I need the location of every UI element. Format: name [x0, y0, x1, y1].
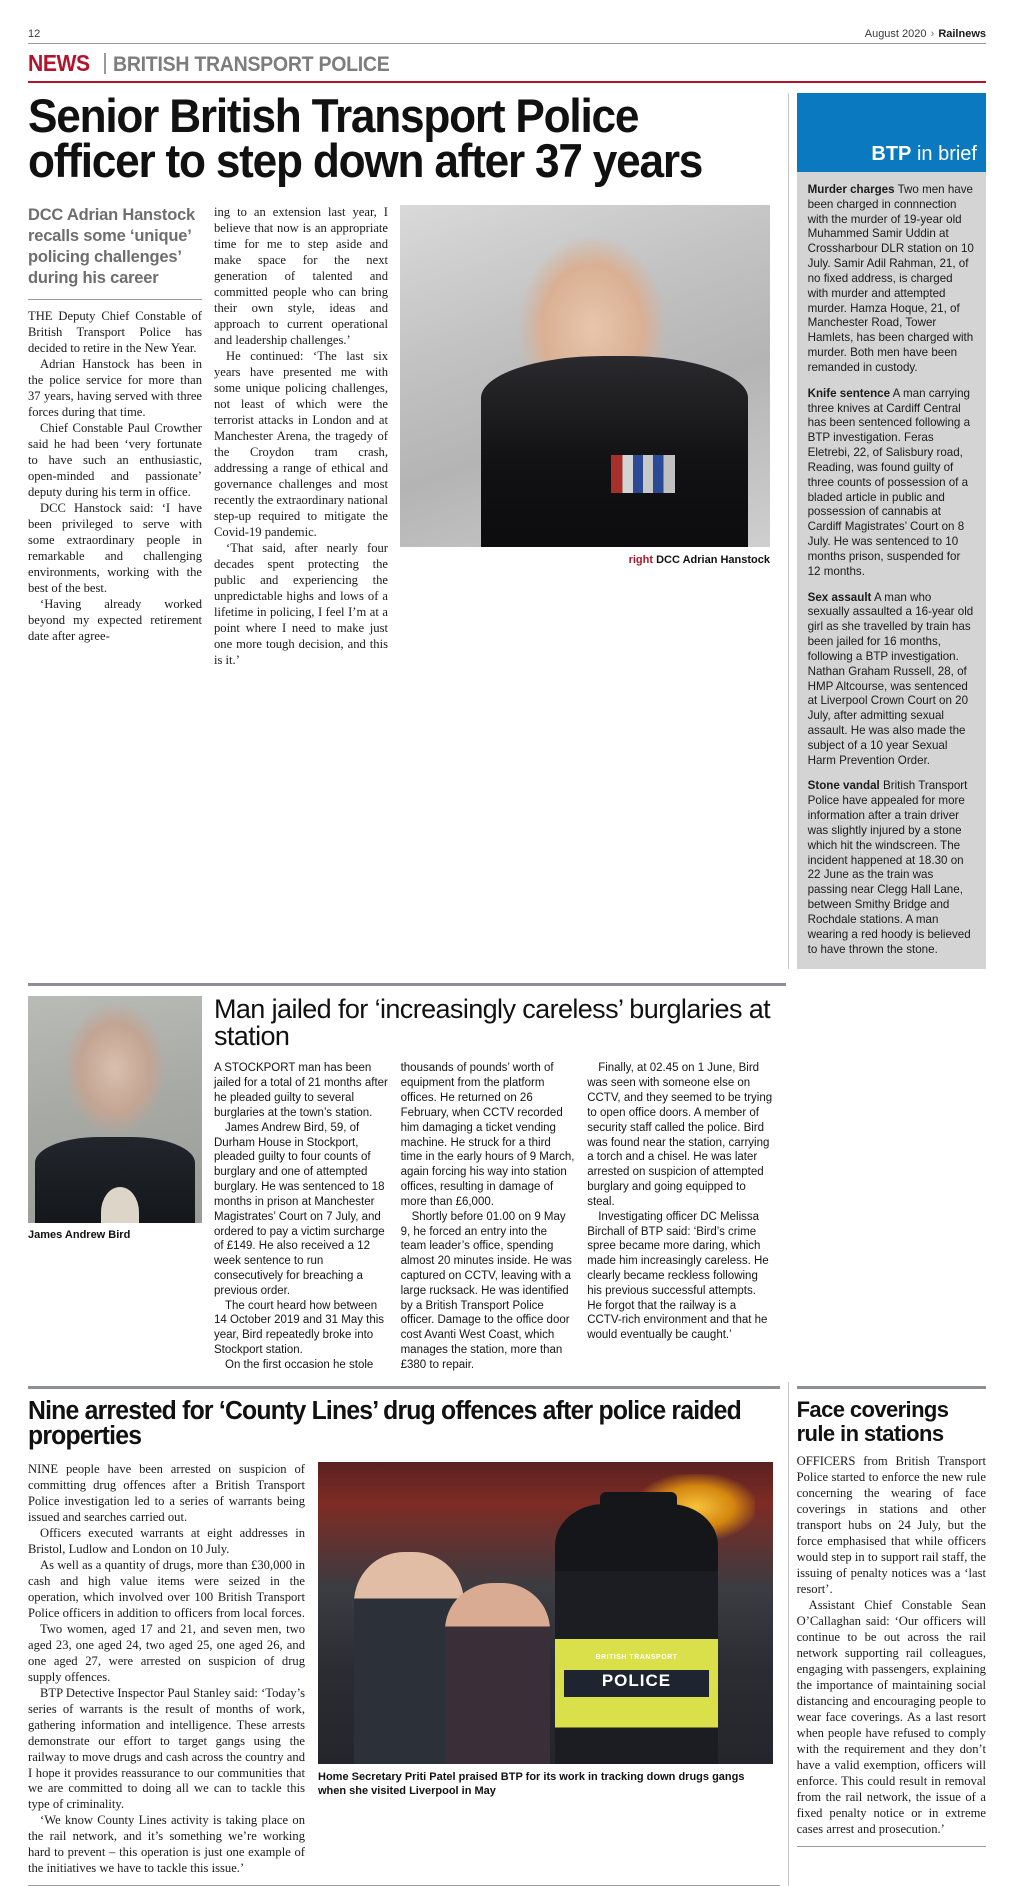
mid-column-3 — [587, 1061, 774, 1372]
standfirst-rule — [28, 299, 202, 300]
face-coverings-body — [797, 1454, 986, 1838]
brief-item — [808, 779, 975, 957]
page-number: 12 — [28, 28, 41, 40]
lead-photo-column — [400, 205, 770, 669]
face-coverings-paragraph: Assistant Chief Constable Sean O’Callaghan said: ‘Our officers will continue to be out across the rail network supporting rail colleagues, engaging with passengers, explaining the importance of maintaining social distancing and encouraging people to wear face coverings. As a last resort when people have refused to comply with the requirement and they don’t have a valid exemption, officers will enforce. This could result in removal from the rail network, the issue of a fixed penalty notice or in extreme cases arrest and prosecution.’ — [796, 1598, 986, 1836]
face-coverings-bottom-rule — [797, 1846, 986, 1847]
btp-in-brief-title — [871, 143, 977, 166]
issue-brand — [865, 28, 986, 40]
lead-paragraph: ‘Having already worked beyond my expected retirement date after agree- — [28, 597, 202, 644]
chevron-right-icon: › — [930, 28, 935, 40]
kicker-divider — [104, 53, 106, 74]
publication-name: Railnews — [938, 28, 986, 40]
lead-paragraph: Adrian Hanstock has been in the police service for more than 37 years, having served with three forces during that time. — [28, 357, 202, 420]
vest-top-text: BRITISH TRANSPORT — [595, 1654, 678, 1662]
mid-paragraph: On the first occasion he stole — [225, 1358, 374, 1371]
mid-paragraph: James Andrew Bird, 59, of Durham House in Stockport, pleaded guilty to four counts of burglary and one of attempted burglary. He was sentenced to 18 months in prison at Manchester Magistrates’ Court on 7 July, and ordered to pay a victim surcharge of £149. He also received a 12 week sentence to run consecutively for breaching a previous order. — [214, 1121, 385, 1297]
btp-in-brief-title-bold: BTP — [871, 143, 912, 165]
brief-item — [808, 183, 975, 376]
mid-column-2 — [401, 1061, 588, 1372]
brief-item — [808, 591, 975, 769]
btp-in-brief-title-rest: in brief — [911, 143, 977, 165]
bottom-paragraph: As well as a quantity of drugs, more than £30,000 in cash and high value items were seized in the operation, which involved over 100 British Transport Police officers in addition to officers from local forces. — [28, 1557, 305, 1620]
mid-paragraph: Shortly before 01.00 on 9 May 9, he forced an entry into the team leader’s office, spending almost 20 minutes inside. He was captured on CCTV, leaving with a large rucksack. He was identified by a British Transport Police officer. Damage to the office door cost Avanti West Coast, which manages the station, more than £380 to repair. — [400, 1210, 572, 1371]
bird-photo-column — [28, 996, 214, 1372]
mid-paragraph: The court heard how between 14 October 2019 and 31 May this year, Bird repeatedly broke into Stockport station. — [214, 1299, 385, 1357]
face-coverings-rule — [797, 1386, 986, 1389]
mid-story-text — [214, 996, 774, 1372]
lead-paragraph: THE Deputy Chief Constable of British Transport Police has decided to retire in the New Year. — [28, 309, 202, 356]
lead-paragraph: ‘That said, after nearly four decades spent protecting the public and experiencing the unpredictable highs and lows of a lifetime in policing, I feel I’m at a point where I need to make just one more tough decision, and this is it.’ — [214, 540, 388, 667]
hanstock-photo-caption — [400, 554, 770, 566]
btp-in-brief-body — [797, 172, 986, 969]
brief-item — [808, 387, 975, 580]
brief-item-text: A man who sexually assaulted a 16-year old girl as she travelled by train has been jailed for 16 months, following a BTP investigation. Nathan Graham Russell, 28, of HMP Altcourse, was sentenced at Liverpool Crown Court on 20 July, after admitting sexual assault. He was also made the subject of a 10 year Sexual Harm Prevention Order. — [807, 590, 974, 767]
folio-row — [28, 28, 986, 43]
bottom-paragraph: ‘We know County Lines activity is taking place on the rail network, and it’s something we’re working hard to prevent – this operation is just one example of the initiatives we have to tackle this issue.’ — [28, 1813, 305, 1876]
bottom-column-1 — [28, 1462, 318, 1878]
brief-item-text: A man carrying three knives at Cardiff Central has been sentenced following a BTP investigation. Feras Eletrebi, 22, of Salisbury road, Reading, was found guilty of three counts of possession of a bladed article in public and possession of cannabis at Cardiff Magistrates’ Court on 8 July. He was sentenced to 10 months prison, suspended for 12 months. — [807, 386, 971, 578]
patel-photo — [318, 1462, 773, 1764]
bottom-paragraph: Two women, aged 17 and 21, and seven men, two aged 23, one aged 24, two aged 25, one aged 26, and one aged 27, were arrested on suspicion of drug supply offences. — [28, 1621, 305, 1684]
lead-paragraph: DCC Hanstock said: ‘I have been privileged to serve with some extraordinary people in remarkable and challenging environments, working with the best of the best. — [28, 501, 202, 596]
section-rule — [28, 81, 986, 83]
bottom-story-headline: Nine arrested for ‘County Lines’ drug offences after police raided properties — [28, 1396, 741, 1451]
mid-story-rule — [28, 983, 786, 986]
mid-paragraph: Investigating officer DC Melissa Birchall of BTP said: ‘Bird’s crime spree became more daring, which made him increasingly careless. He clearly became reckless following his previous successful attempts. He forgot that the railway is a CCTV-rich environment and that he would eventually be caught.’ — [587, 1210, 769, 1342]
lead-grid — [28, 89, 986, 969]
bird-photo-caption: James Andrew Bird — [28, 1229, 131, 1242]
photo-police-officer — [555, 1504, 719, 1764]
patel-photo-column — [318, 1462, 773, 1878]
lead-column-2 — [214, 205, 400, 669]
bird-photo — [28, 996, 202, 1223]
mid-paragraph: A STOCKPORT man has been jailed for a total of 21 months after he pleaded guilty to several burglaries at the town’s station. — [214, 1062, 388, 1119]
btp-in-brief-box — [797, 93, 986, 969]
caption-direction-label: right — [628, 554, 654, 567]
brief-item-lead: Sex assault — [807, 590, 872, 604]
mid-paragraph: Finally, at 02.45 on 1 June, Bird was seen with someone else on CCTV, and they seemed to be trying to open office doors. A member of security staff called the police. Bird was found near the station, carrying a torch and a chisel. He was later arrested on suspicion of attempted burglary and going equipped to steal. — [587, 1062, 773, 1208]
patel-photo-caption: Home Secretary Priti Patel praised BTP for its work in tracking down drugs gangs when she visited Liverpool in May — [318, 1770, 745, 1798]
mid-column-1 — [214, 1061, 401, 1372]
face-coverings-story — [797, 1382, 986, 1886]
lead-body — [28, 205, 780, 669]
bottom-paragraph: BTP Detective Inspector Paul Stanley said: ‘Today’s series of warrants is the result of months of work, gathering information and intelligence. These arrests demonstrate our effort to target gangs using the railway to move drugs and cash across the country and I hope it provides reassurance to our communities that we are committed to doing all we can to tackle this type of criminality. — [28, 1685, 305, 1812]
face-coverings-headline: Face coverings rule in stations — [796, 1396, 949, 1446]
lead-headline: Senior British Transport Police officer to step down after 37 years — [28, 89, 703, 188]
mid-story-columns — [214, 1061, 774, 1372]
lead-paragraph: He continued: ‘The last six years have presented me with some unique policing challenges, not least of which were the terrorist attacks in London and at Manchester Arena, the tragedy of the Croydon tram crash, addressing a range of ethical and governance challenges and most recently the extraordinary national step-up required to mitigate the Covid-19 pandemic. — [214, 349, 388, 539]
brief-item-lead: Murder charges — [807, 183, 895, 196]
brief-item-text: British Transport Police have appealed for more information after a train driver was slightly injured by a stone which hit the windscreen. The incident happened at 18.30 on 22 June as the train was passing near Clegg Hall Lane, between Smithy Bridge and Rochdale stations. A man wearing a red hoody is believed to have thrown the stone. — [807, 779, 971, 956]
bottom-gutter-rule — [788, 1382, 789, 1886]
brief-item-lead: Stone vandal — [807, 779, 880, 793]
subsection-label: BRITISH TRANSPORT POLICE — [113, 53, 390, 76]
brief-item-text: Two men have been charged in connnection with the murder of 19-year old Muhammed Samir Uddin at Crossharbour DLR station on 10 July. Samir Adil Rahman, 21, of no fixed address, is charged with murder and attempted murder. Hamza Hoque, 21, of Manchester Road, Tower Hamlets, has been charged with murder. Both men have been remanded in custody. — [807, 183, 974, 374]
bottom-paragraph: Officers executed warrants at eight addresses in Bristol, Ludlow and London on 10 July. — [28, 1525, 305, 1556]
mid-story-headline: Man jailed for ‘increasingly careless’ burglaries at station — [214, 994, 771, 1052]
lead-paragraph: Chief Constable Paul Crowther said he had been ‘very fortunate to have such an enthusiastic, open-minded and passionate’ deputy during his term in office. — [28, 421, 202, 500]
bottom-story-columns — [28, 1462, 780, 1878]
lead-standfirst: DCC Adrian Hanstock recalls some ‘unique’ policing challenges’ during his career — [28, 206, 196, 287]
mid-paragraph: thousands of pounds’ worth of equipment from the platform offices. He returned on 26 February, when CCTV recorded him damaging a ticket vending machine. He struck for a third time in the early hours of 9 March, again forcing his way into station offices, resulting in damage of more than £6,000. — [400, 1062, 575, 1208]
county-lines-story — [28, 1382, 780, 1886]
lead-gutter-rule — [788, 93, 789, 969]
vest-main-text: POLICE — [601, 1671, 672, 1691]
section-label: NEWS — [28, 50, 90, 76]
section-kicker — [28, 44, 986, 81]
issue-date: August 2020 — [864, 28, 927, 40]
face-coverings-paragraph: OFFICERS from British Transport Police started to enforce the new rule concerning the wearing of face coverings in stations and other transport hubs on 24 July, but the force emphasised that while officers would step in to support rail staff, the issuing of penalty notices was a ‘last resort’. — [796, 1454, 986, 1597]
lead-left-zone — [28, 89, 780, 969]
brief-item-lead: Knife sentence — [807, 386, 891, 400]
photo-person-centre — [445, 1583, 550, 1764]
bottom-zone — [28, 1382, 986, 1886]
hanstock-photo — [400, 205, 770, 547]
btp-in-brief-header — [797, 93, 986, 172]
bottom-paragraph: NINE people have been arrested on suspicion of committing drug offences after a British Transport Police investigation led to a series of warrants being issued and searches carried out. — [28, 1461, 305, 1524]
lead-paragraph: ing to an extension last year, I believe that now is an appropriate time for me to step aside and make space for the next generation of talented and committed people who can bring their own style, ideas and approach to current operational and leadership challenges.’ — [214, 205, 388, 348]
lead-column-1 — [28, 205, 214, 669]
mid-story — [28, 996, 786, 1372]
caption-text: DCC Adrian Hanstock — [656, 554, 770, 567]
